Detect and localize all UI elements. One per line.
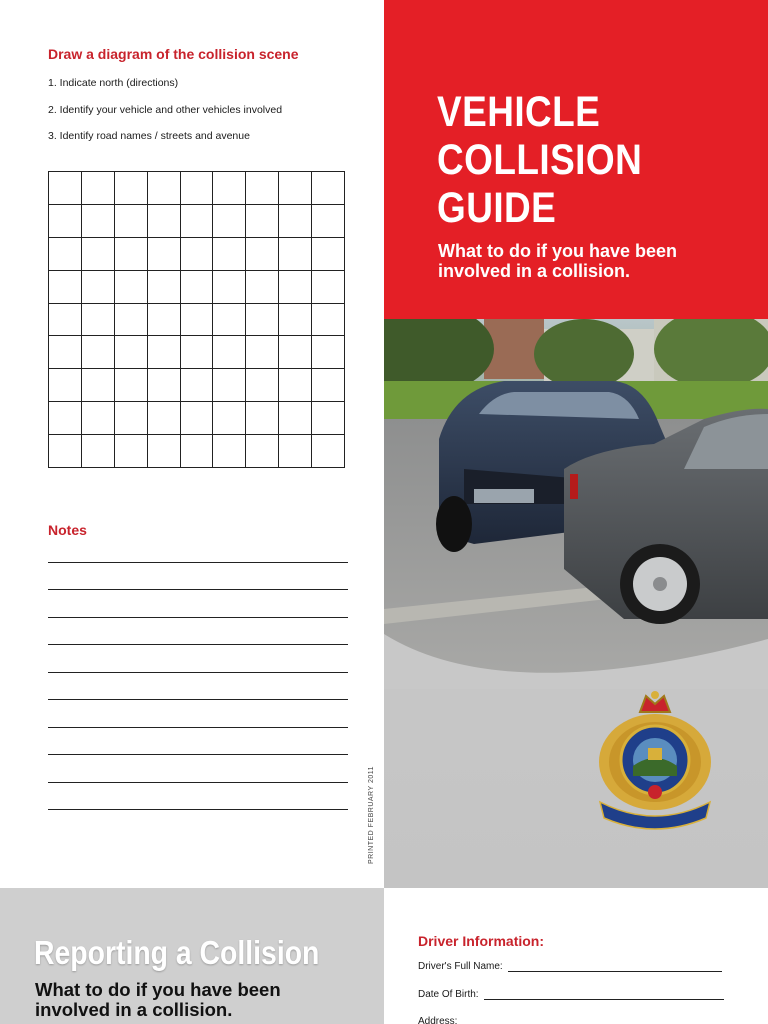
grid-cell[interactable] — [246, 402, 279, 435]
grid-row — [49, 402, 345, 435]
grid-cell[interactable] — [213, 336, 246, 369]
grid-cell[interactable] — [312, 336, 345, 369]
cover-title — [437, 88, 642, 232]
grid-cell[interactable] — [279, 369, 312, 402]
cover-title-line: COLLISION — [437, 136, 643, 184]
grid-cell[interactable] — [213, 172, 246, 205]
grid-cell[interactable] — [279, 237, 312, 270]
date-of-birth-field[interactable] — [418, 989, 724, 1000]
grid-cell[interactable] — [180, 172, 213, 205]
grid-cell[interactable] — [246, 270, 279, 303]
grid-cell[interactable] — [49, 237, 82, 270]
grid-cell[interactable] — [114, 369, 147, 402]
note-line[interactable] — [48, 783, 348, 811]
grid-cell[interactable] — [180, 369, 213, 402]
note-line[interactable] — [48, 590, 348, 618]
instruction-item: 1. Indicate north (directions) — [48, 77, 179, 89]
grid-cell[interactable] — [114, 172, 147, 205]
grid-cell[interactable] — [147, 303, 180, 336]
grid-cell[interactable] — [147, 435, 180, 468]
grid-cell[interactable] — [147, 369, 180, 402]
field-line[interactable] — [508, 962, 722, 972]
grid-cell[interactable] — [49, 303, 82, 336]
grid-cell[interactable] — [246, 369, 279, 402]
grid-cell[interactable] — [49, 172, 82, 205]
grid-cell[interactable] — [114, 336, 147, 369]
address-field[interactable] — [418, 1016, 457, 1024]
grid-cell[interactable] — [147, 336, 180, 369]
grid-cell[interactable] — [246, 237, 279, 270]
instruction-item: 3. Identify road names / streets and avenue — [48, 130, 250, 142]
grid-cell[interactable] — [213, 303, 246, 336]
grid-cell[interactable] — [279, 172, 312, 205]
grid-cell[interactable] — [312, 435, 345, 468]
grid-cell[interactable] — [312, 237, 345, 270]
grid-cell[interactable] — [49, 402, 82, 435]
grid-cell[interactable] — [180, 402, 213, 435]
cover-subtitle: What to do if you have been involved in a collision. — [438, 241, 678, 281]
grid-cell[interactable] — [49, 435, 82, 468]
grid-cell[interactable] — [279, 435, 312, 468]
printed-date-note: PRINTED FEBRUARY 2011 — [368, 765, 375, 864]
grid-row — [49, 336, 345, 369]
instruction-list — [48, 76, 282, 156]
grid-cell[interactable] — [147, 270, 180, 303]
grid-cell[interactable] — [213, 402, 246, 435]
cover-panel — [384, 0, 768, 888]
cover-header — [384, 0, 768, 319]
grid-cell[interactable] — [114, 204, 147, 237]
grid-cell[interactable] — [114, 303, 147, 336]
grid-cell[interactable] — [180, 435, 213, 468]
grid-cell[interactable] — [213, 204, 246, 237]
diagram-heading: Draw a diagram of the collision scene — [48, 46, 299, 62]
grid-cell[interactable] — [49, 369, 82, 402]
back-subtitle: What to do if you have been involved in a collision. — [35, 979, 281, 1020]
grid-cell[interactable] — [180, 336, 213, 369]
grid-row — [49, 204, 345, 237]
notes-heading: Notes — [48, 522, 87, 538]
grid-cell[interactable] — [49, 270, 82, 303]
grid-cell[interactable] — [49, 204, 82, 237]
grid-cell[interactable] — [213, 237, 246, 270]
grid-cell[interactable] — [147, 402, 180, 435]
grid-row — [49, 369, 345, 402]
note-line[interactable] — [48, 755, 348, 783]
grid-cell[interactable] — [81, 303, 114, 336]
grid-cell[interactable] — [114, 435, 147, 468]
grid-cell[interactable] — [312, 204, 345, 237]
grid-cell[interactable] — [81, 435, 114, 468]
grid-cell[interactable] — [279, 336, 312, 369]
grid-row — [49, 435, 345, 468]
grid-cell[interactable] — [81, 369, 114, 402]
grid-cell[interactable] — [246, 303, 279, 336]
driver-info-panel — [384, 888, 768, 1024]
police-crest — [596, 690, 714, 830]
grid-cell[interactable] — [81, 336, 114, 369]
note-line[interactable] — [48, 563, 348, 591]
grid-cell[interactable] — [114, 402, 147, 435]
field-label: Date Of Birth: — [418, 989, 479, 1000]
grid-cell[interactable] — [213, 435, 246, 468]
diagram-panel — [0, 0, 384, 888]
grid-cell[interactable] — [213, 369, 246, 402]
note-line[interactable] — [48, 728, 348, 756]
field-label: Driver's Full Name: — [418, 961, 503, 972]
grid-cell[interactable] — [312, 303, 345, 336]
cover-title-line: GUIDE — [437, 184, 557, 232]
grid-cell[interactable] — [279, 402, 312, 435]
grid-cell[interactable] — [180, 270, 213, 303]
note-line[interactable] — [48, 535, 348, 563]
collision-photo — [384, 319, 768, 689]
driver-name-field[interactable] — [418, 961, 722, 972]
grid-cell[interactable] — [81, 402, 114, 435]
grid-cell[interactable] — [114, 237, 147, 270]
grid-cell[interactable] — [114, 270, 147, 303]
grid-row — [49, 172, 345, 205]
grid-cell[interactable] — [147, 172, 180, 205]
note-line[interactable] — [48, 700, 348, 728]
grid-row — [49, 303, 345, 336]
grid-cell[interactable] — [246, 172, 279, 205]
grid-row — [49, 237, 345, 270]
note-line[interactable] — [48, 673, 348, 701]
grid-cell[interactable] — [180, 204, 213, 237]
grid-cell[interactable] — [81, 270, 114, 303]
grid-cell[interactable] — [81, 237, 114, 270]
grid-cell[interactable] — [312, 172, 345, 205]
note-line[interactable] — [48, 645, 348, 673]
note-line[interactable] — [48, 618, 348, 646]
grid-cell[interactable] — [312, 270, 345, 303]
driver-info-heading: Driver Information: — [418, 933, 545, 949]
notes-lines[interactable] — [48, 535, 348, 810]
grid-cell[interactable] — [81, 204, 114, 237]
grid-cell[interactable] — [246, 435, 279, 468]
grid-cell[interactable] — [213, 270, 246, 303]
field-line[interactable] — [484, 990, 724, 1000]
grid-cell[interactable] — [246, 336, 279, 369]
grid-cell[interactable] — [147, 237, 180, 270]
instruction-item: 2. Identify your vehicle and other vehicles involved — [48, 103, 283, 116]
back-title: Reporting a Collision — [34, 934, 320, 971]
grid-cell[interactable] — [312, 369, 345, 402]
grid-cell[interactable] — [49, 336, 82, 369]
field-label: Address: — [418, 1016, 458, 1024]
grid-cell[interactable] — [279, 204, 312, 237]
grid-cell[interactable] — [147, 204, 180, 237]
grid-cell[interactable] — [180, 237, 213, 270]
grid-cell[interactable] — [279, 303, 312, 336]
grid-cell[interactable] — [180, 303, 213, 336]
grid-cell[interactable] — [312, 402, 345, 435]
back-panel — [0, 888, 384, 1024]
diagram-grid[interactable] — [48, 171, 345, 468]
grid-cell[interactable] — [81, 172, 114, 205]
grid-cell[interactable] — [246, 204, 279, 237]
grid-cell[interactable] — [279, 270, 312, 303]
cover-title-line: VEHICLE — [437, 88, 601, 136]
grid-row — [49, 270, 345, 303]
